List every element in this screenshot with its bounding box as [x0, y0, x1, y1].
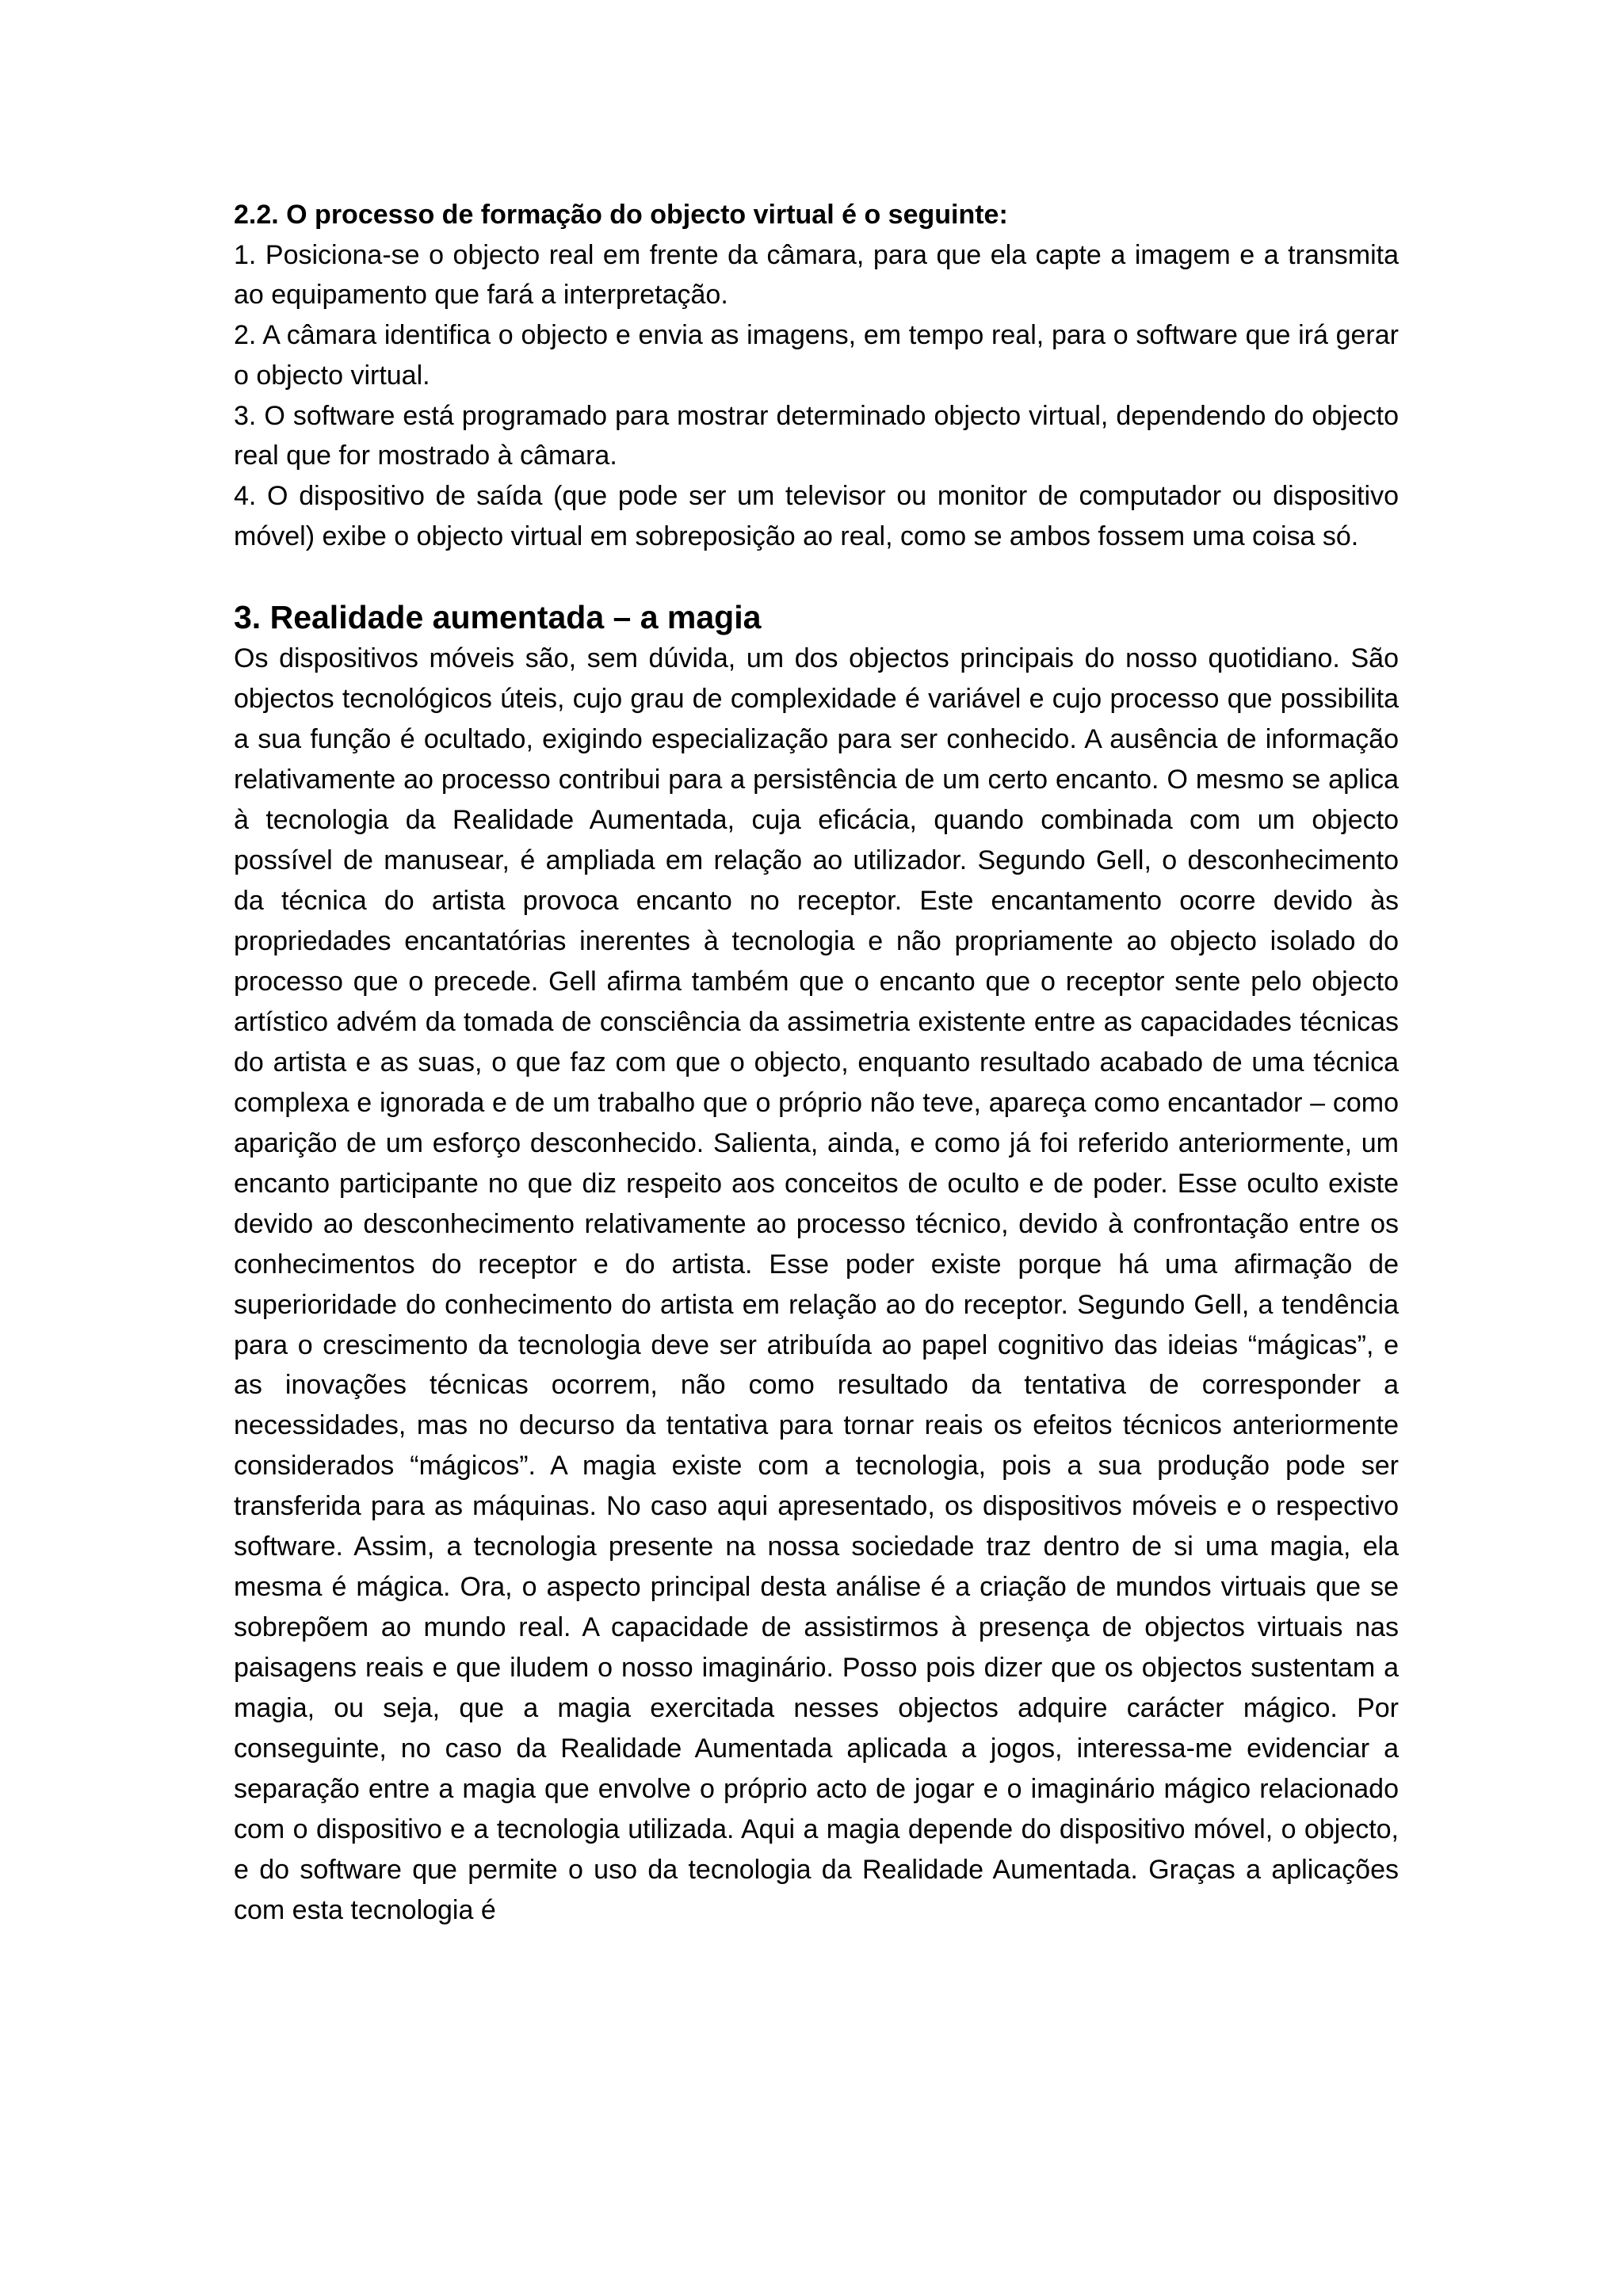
process-step-3: 3. O software está programado para mostrar determinado objecto virtual, dependendo do objecto real que for mostrado à câmara. [234, 400, 1399, 471]
process-step-2: 2. A câmara identifica o objecto e envia as imagens, em tempo real, para o software que irá gerar o objecto virtual. [234, 320, 1399, 391]
process-step-4: 4. O dispositivo de saída (que pode ser um televisor ou monitor de computador ou dispositivo móvel) exibe o objecto virtual em sobreposição ao real, como se ambos fossem uma coisa só. [234, 480, 1399, 551]
section-2-2-title: 2.2. O processo de formação do objecto virtual é o seguinte: [234, 200, 1008, 230]
process-step-1: 1. Posiciona-se o objecto real em frente da câmara, para que ela capte a imagem e a transmita ao equipamento que fará a interpretação. [234, 239, 1399, 311]
section-3-paragraph: Os dispositivos móveis são, sem dúvida, um dos objectos principais do nosso quotidiano. São objectos tecnológicos úteis, cujo grau de complexidade é variável e cujo processo que possibilita a sua função é ocultado, exigindo especialização para ser conhecido. A ausência de informação relativamente ao processo contribui para a persistência de um certo encanto. O mesmo se aplica à tecnologia da Realidade Aumentada, cuja eficácia, quando combinada com um objecto possível de manusear, é ampliada em relação ao utilizador. Segundo Gell, o desconhecimento da técnica do artista provoca encanto no receptor. Este encantamento ocorre devido às propriedades encantatórias inerentes à tecnologia e não propriamente ao objecto isolado do processo que o precede. Gell afirma também que o encanto que o receptor sente pelo objecto artístico advém da tomada de consciência da assimetria existente entre as capacidades técnicas do artista e as suas, o que faz com que o objecto, enquanto resultado acabado de uma técnica complexa e ignorada e de um trabalho que o próprio não teve, apareça como encantador – como aparição de um esforço desconhecido. Salienta, ainda, e como já foi referido anteriormente, um encanto participante no que diz respeito aos conceitos de oculto e de poder. Esse oculto existe devido ao desconhecimento relativamente ao processo técnico, devido à confrontação entre os conhecimentos do receptor e do artista. Esse poder existe porque há uma afirmação de superioridade do conhecimento do artista em relação ao do receptor. Segundo Gell, a tendência para o crescimento da tecnologia deve ser atribuída ao papel cognitivo das ideias “mágicas”, e as inovações técnicas ocorrem, não como resultado da tentativa de corresponder a necessidades, mas no decurso da tentativa para tornar reais os efeitos técnicos anteriormente considerados “mágicos”. A magia existe com a tecnologia, pois a sua produção pode ser transferida para as máquinas. No caso aqui apresentado, os dispositivos móveis e o respectivo software. Assim, a tecnologia presente na nossa sociedade traz dentro de si uma magia, ela mesma é mágica. Ora, o aspecto principal desta análise é a criação de mundos virtuais que se sobrepõem ao mundo real. A capacidade de assistirmos à presença de objectos virtuais nas paisagens reais e que iludem o nosso imaginário. Posso pois dizer que os objectos sustentam a magia, ou seja, que a magia exercitada nesses objectos adquire carácter mágico. Por conseguinte, no caso da Realidade Aumentada aplicada a jogos, interessa-me evidenciar a separação entre a magia que envolve o próprio acto de jogar e o imaginário mágico relacionado com o dispositivo e a tecnologia utilizada. Aqui a magia depende do dispositivo móvel, o objecto, e do software que permite o uso da tecnologia da Realidade Aumentada. Graças a aplicações com esta tecnologia é [234, 643, 1399, 1925]
document-content [234, 195, 1399, 1931]
section-3-heading: 3. Realidade aumentada – a magia [234, 599, 762, 636]
process-steps-list [234, 235, 1399, 557]
